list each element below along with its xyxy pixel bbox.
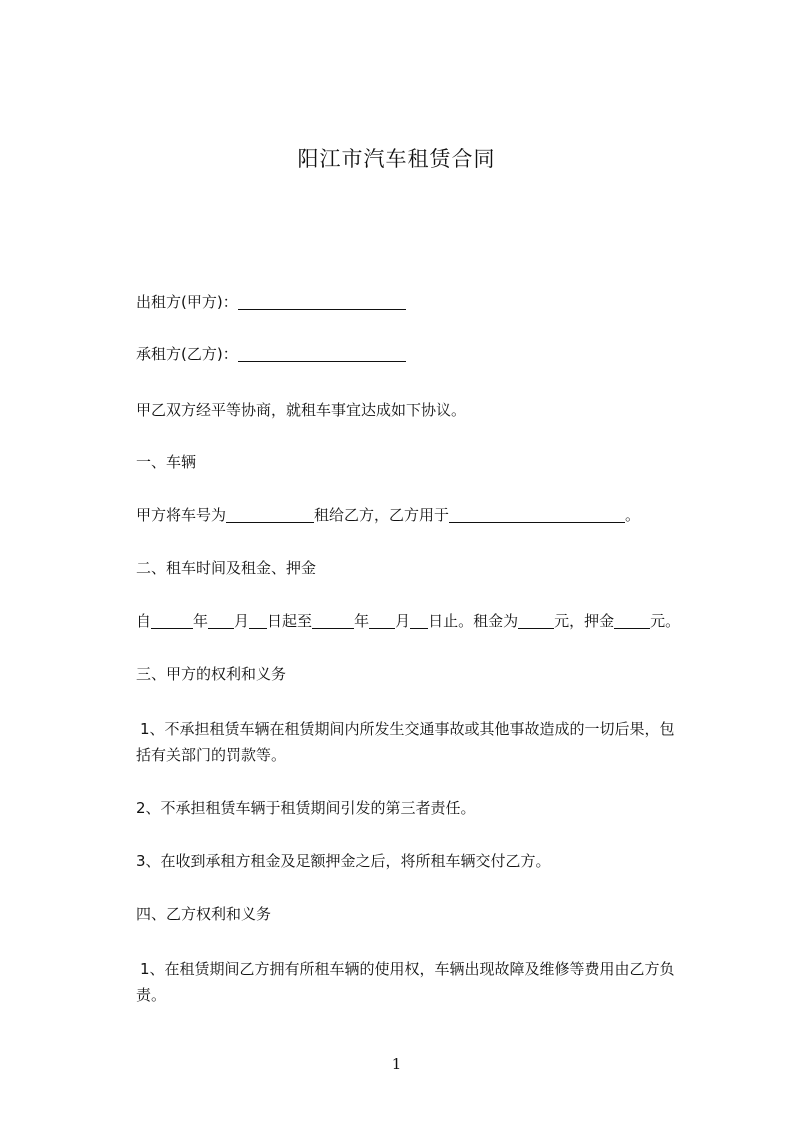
start-year-blank[interactable] — [151, 612, 193, 629]
section3-item2: 2、不承担租赁车辆于租赁期间引发的第三者责任。 — [136, 799, 476, 817]
page-number: 1 — [391, 1055, 402, 1073]
end-month-blank[interactable] — [369, 612, 395, 629]
lessor-line — [136, 289, 406, 315]
section4-heading: 四、乙方权利和义务 — [136, 905, 272, 923]
rent-amount-blank[interactable] — [518, 612, 554, 629]
rent-label: 日止。租金为 — [428, 612, 519, 630]
section1-text-b: 租给乙方，乙方用于 — [314, 506, 450, 524]
lessee-blank[interactable] — [238, 345, 406, 362]
year-label: 年 — [193, 612, 209, 630]
from-label: 自 — [136, 612, 152, 630]
end-day-blank[interactable] — [410, 612, 428, 629]
day-start-label: 日起至 — [267, 612, 313, 630]
vehicle-number-blank[interactable] — [226, 506, 314, 523]
intro-text: 甲乙双方经平等协商，就租车事宜达成如下协议。 — [136, 401, 467, 419]
start-day-blank[interactable] — [249, 612, 267, 629]
section2-heading: 二、租车时间及租金、押金 — [136, 559, 317, 577]
lessee-line — [136, 341, 406, 367]
section3-item1-line1: 1、不承担租赁车辆在租赁期间内所发生交通事故或其他事故造成的一切后果，包 — [140, 720, 675, 738]
section4-item1-line1: 1、在租赁期间乙方拥有所租车辆的使用权，车辆出现故障及维修等费用由乙方负 — [140, 960, 675, 978]
deposit-label: 元，押金 — [554, 612, 615, 630]
section1-text-a: 甲方将车号为 — [136, 506, 227, 524]
start-month-blank[interactable] — [208, 612, 234, 629]
vehicle-purpose-blank[interactable] — [449, 506, 625, 523]
section2-text — [136, 608, 680, 634]
section1-heading: 一、车辆 — [136, 453, 197, 471]
section3-item1-line2: 括有关部门的罚款等。 — [136, 746, 287, 764]
deposit-amount-blank[interactable] — [614, 612, 650, 629]
yuan-label: 元。 — [650, 612, 681, 630]
section3-heading: 三、甲方的权利和义务 — [136, 665, 287, 683]
section4-item1-line2: 责。 — [136, 986, 167, 1004]
lessor-label: 出租方(甲方)： — [136, 293, 238, 311]
page-title: 阳江市汽车租赁合同 — [297, 147, 496, 171]
year-label: 年 — [354, 612, 370, 630]
section3-item3: 3、在收到承租方租金及足额押金之后，将所租车辆交付乙方。 — [136, 852, 551, 870]
month-label: 月 — [234, 612, 250, 630]
end-year-blank[interactable] — [312, 612, 354, 629]
lessee-label: 承租方(乙方)： — [136, 345, 238, 363]
lessor-blank[interactable] — [238, 293, 406, 310]
section1-text — [136, 502, 640, 528]
month-label: 月 — [395, 612, 411, 630]
section1-text-c: 。 — [625, 506, 641, 524]
